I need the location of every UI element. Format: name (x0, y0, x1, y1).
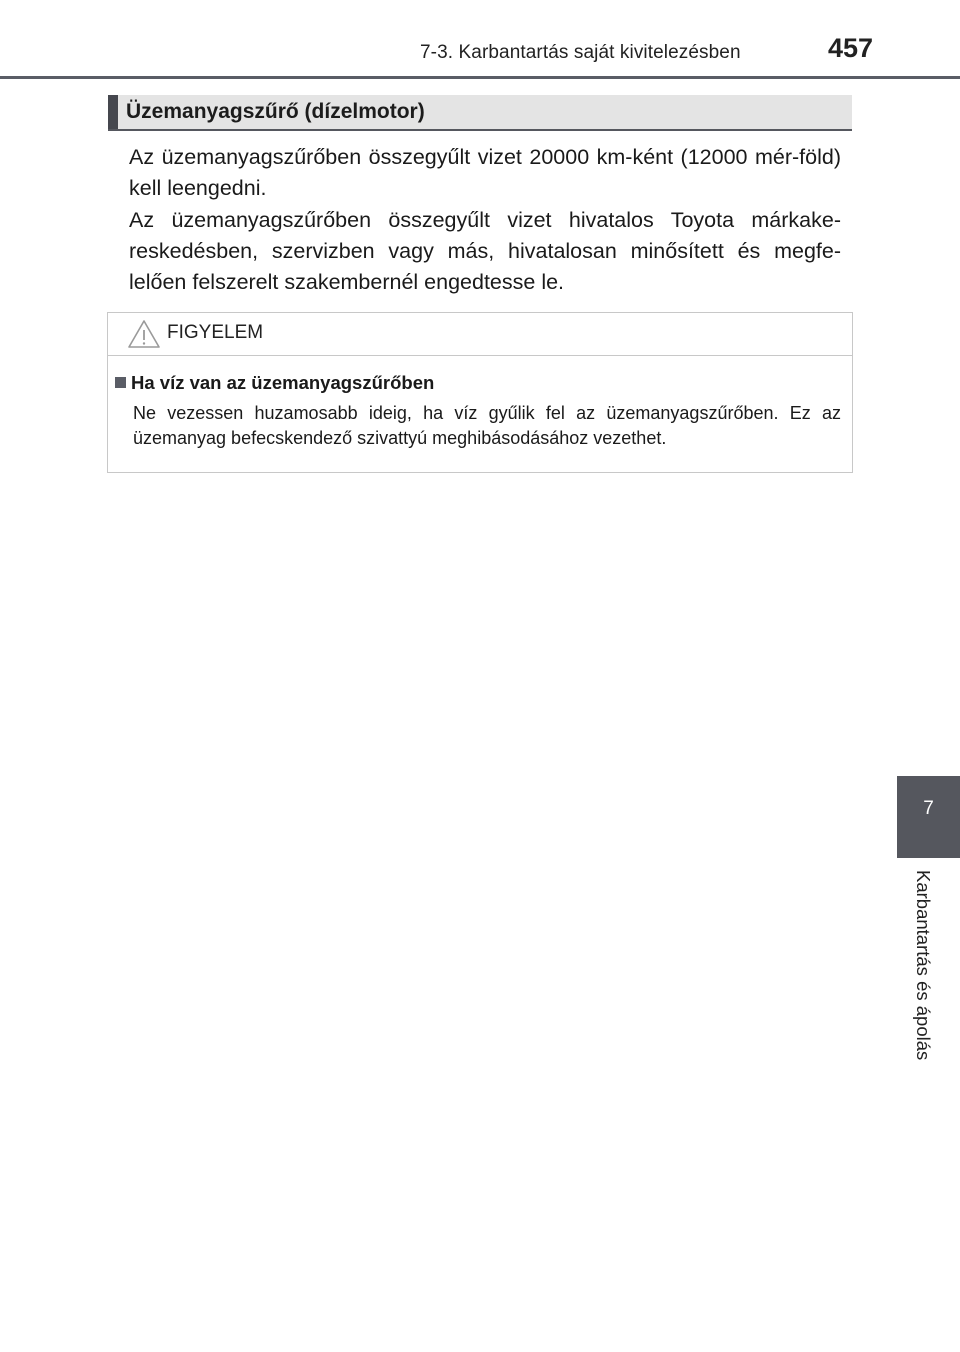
header-section-title: 7-3. Karbantartás saját kivitelezésben (420, 42, 741, 63)
section-title: Üzemanyagszűrő (dízelmotor) (126, 100, 425, 123)
section-heading-bar (108, 95, 118, 129)
warning-header (108, 313, 852, 356)
warning-label: FIGYELEM (167, 322, 264, 343)
section-heading (108, 95, 852, 131)
body-paragraph-2: Az üzemanyagszűrőben összegyűlt vizet hivatalos Toyota márkake-reskedésben, szervizben vagy más, hivatalosan minősített és megfe-lelően felszerelt szakembernél engedtesse le. (129, 208, 841, 294)
body-paragraph-1: Az üzemanyagszűrőben összegyűlt vizet 20000 km-ként (12000 mér-föld) kell leengedni. (129, 145, 841, 200)
header-divider (0, 76, 960, 79)
chapter-title-vertical: Karbantartás és ápolás (913, 870, 934, 1061)
warning-triangle-icon (127, 319, 161, 349)
warning-item-title-text: Ha víz van az üzemanyagszűrőben (131, 372, 435, 393)
chapter-number: 7 (923, 798, 934, 819)
chapter-tab (897, 776, 960, 858)
warning-item-title (115, 372, 434, 394)
page-number: 457 (828, 33, 874, 63)
warning-item-text: Ne vezessen huzamosabb ideig, ha víz gyűlik fel az üzemanyagszűrőben. Ez az üzemanyag befecskendező szivattyú meghibásodásához vezethet. (133, 403, 841, 448)
square-bullet-icon (115, 377, 126, 388)
warning-box (107, 312, 853, 473)
